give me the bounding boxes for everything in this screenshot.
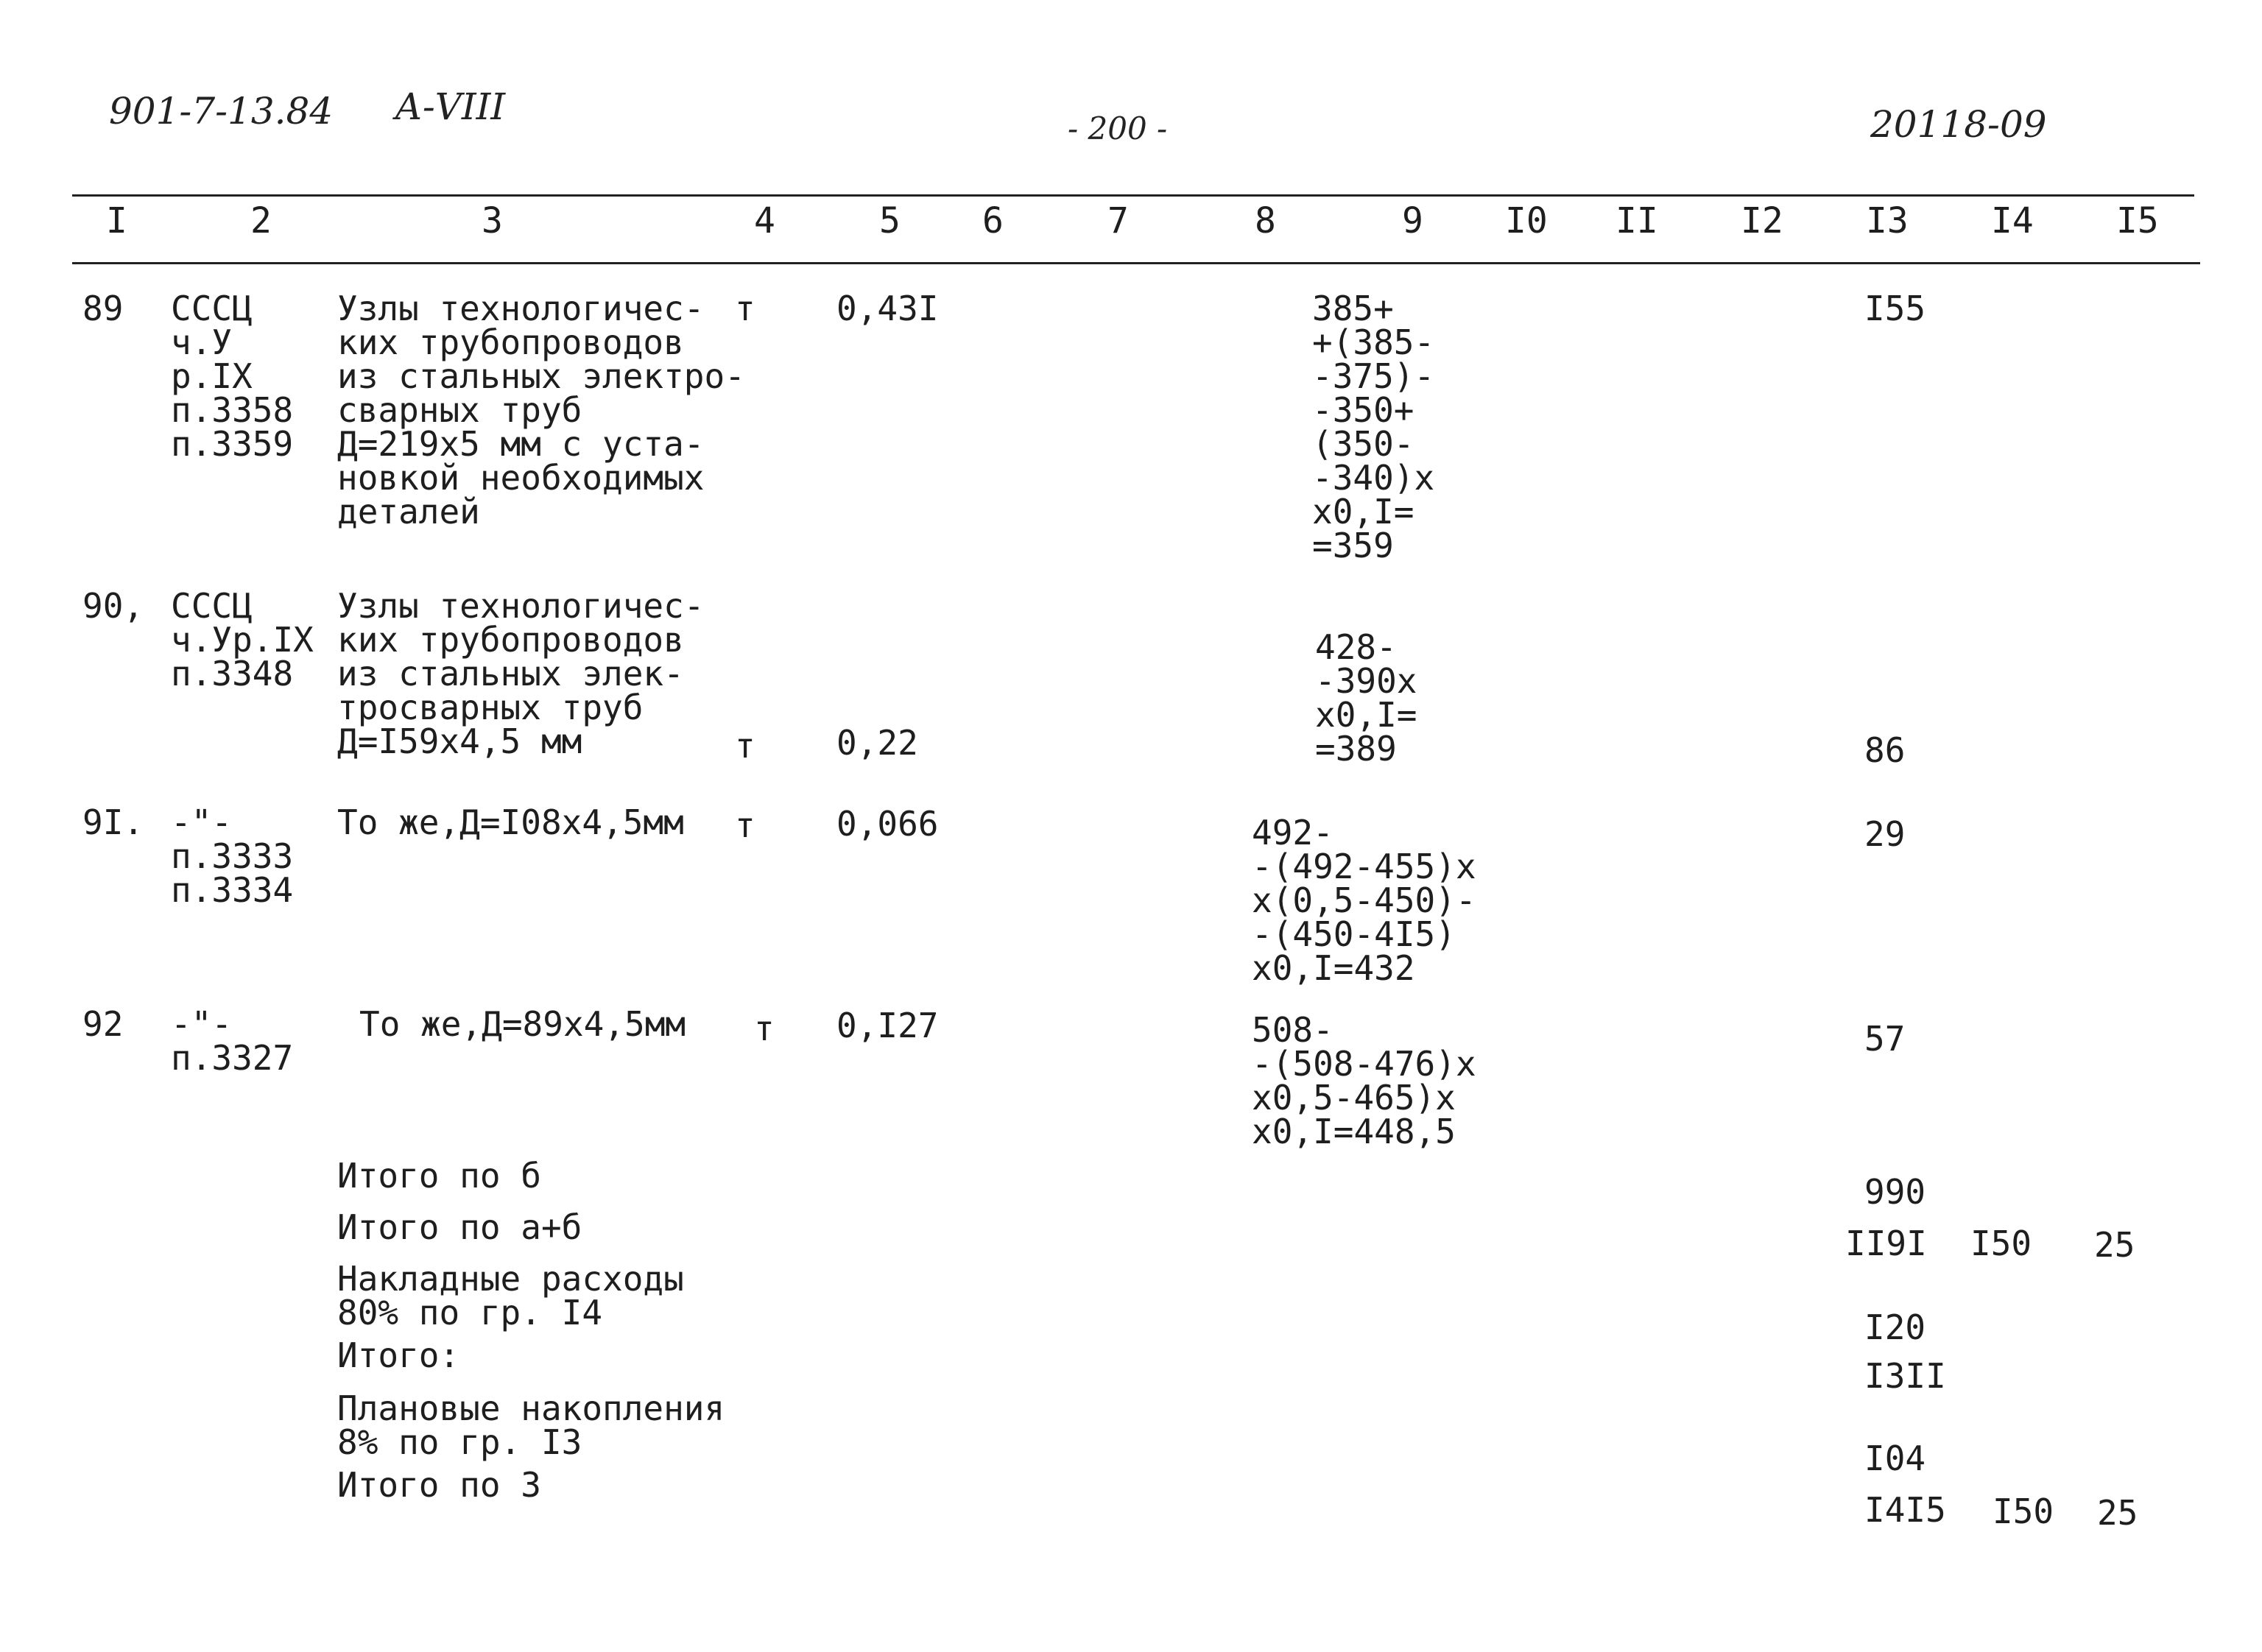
total-b-col13: 990 xyxy=(1864,1172,1926,1212)
row-90-calculation: 428- -390х х0,I= =389 xyxy=(1315,627,1417,769)
row-92-quantity: 0,I27 xyxy=(836,1006,939,1045)
total-ab-col13: II9I xyxy=(1845,1224,1927,1263)
total-ab-col15: 25 xyxy=(2094,1225,2135,1265)
row-89-reference: СССЦ ч.У р.IX п.3358 п.3359 xyxy=(171,289,294,464)
total-3-label: Итого по 3 xyxy=(337,1465,541,1505)
column-header-10: I0 xyxy=(1505,200,1548,241)
column-header-13: I3 xyxy=(1866,200,1909,241)
column-header-6: 6 xyxy=(982,200,1004,241)
planned-savings-label: Плановые накопления 8% по гр. I3 xyxy=(337,1388,725,1462)
total-b-label: Итого по б xyxy=(337,1156,541,1196)
total-3-col14: I50 xyxy=(1993,1492,2054,1531)
overhead-col13: I20 xyxy=(1864,1307,1926,1347)
row-90-quantity: 0,22 xyxy=(836,723,918,763)
row-92-reference: -"- п.3327 xyxy=(171,1004,294,1078)
row-90-number: 90, xyxy=(82,586,144,626)
column-header-1: I xyxy=(106,200,127,241)
row-90-reference: СССЦ ч.Ур.IX п.3348 xyxy=(171,586,314,693)
row-92-number: 92 xyxy=(82,1004,124,1044)
column-header-11: II xyxy=(1616,200,1658,241)
row-91-calculation: 492- -(492-455)х х(0,5-450)- -(450-4I5) х0,I=432 xyxy=(1252,813,1476,988)
total-ab-col14: I50 xyxy=(1970,1224,2032,1263)
row-91-unit: т xyxy=(735,805,755,845)
row-91-description: То же,Д=I08х4,5мм xyxy=(337,802,684,842)
column-header-8: 8 xyxy=(1255,200,1276,241)
row-90-unit: т xyxy=(735,726,755,766)
subtotal-col13: I3II xyxy=(1864,1356,1946,1396)
column-header-15: I5 xyxy=(2116,200,2159,241)
column-header-7: 7 xyxy=(1107,200,1129,241)
row-89-calculation: 385+ +(385- -375)- -350+ (350- -340)х х0,I= =359 xyxy=(1312,289,1435,565)
row-92-description: То же,Д=89х4,5мм xyxy=(359,1004,686,1044)
overhead-label: Накладные расходы 80% по гр. I4 xyxy=(337,1259,684,1332)
row-89-col13: I55 xyxy=(1864,289,1926,328)
row-89-number: 89 xyxy=(82,289,124,328)
planned-savings-col13: I04 xyxy=(1864,1439,1926,1478)
subtotal-label: Итого: xyxy=(337,1335,460,1375)
row-91-quantity: 0,066 xyxy=(836,804,939,844)
column-header-2: 2 xyxy=(250,200,272,241)
row-91-reference: -"- п.3333 п.3334 xyxy=(171,802,294,910)
row-91-number: 9I. xyxy=(82,802,144,842)
page-number: - 200 - xyxy=(1068,110,1168,147)
row-89-description: Узлы технологичес- ких трубопроводов из стальных электро- сварных труб Д=219х5 мм с уста- новкой необходимых деталей xyxy=(337,289,745,532)
column-header-4: 4 xyxy=(754,200,775,241)
row-92-calculation: 508- -(508-476)х х0,5-465)х х0,I=448,5 xyxy=(1252,1010,1476,1151)
row-90-col13: 86 xyxy=(1864,730,1906,770)
row-89-quantity: 0,43I xyxy=(836,289,939,328)
album-number: А-VIII xyxy=(395,85,506,128)
total-3-col15: 25 xyxy=(2097,1493,2138,1533)
table-header-rule xyxy=(72,262,2200,264)
total-ab-label: Итого по а+б xyxy=(337,1207,582,1247)
table-top-rule xyxy=(72,194,2194,197)
document-code: 901-7-13.84 xyxy=(109,90,334,133)
column-header-9: 9 xyxy=(1402,200,1423,241)
row-89-unit: т xyxy=(735,289,755,328)
document-number: 20118-09 xyxy=(1870,103,2047,146)
column-header-5: 5 xyxy=(879,200,901,241)
column-header-3: 3 xyxy=(482,200,503,241)
total-3-col13: I4I5 xyxy=(1864,1490,1946,1530)
row-92-col13: 57 xyxy=(1864,1019,1906,1059)
row-91-col13: 29 xyxy=(1864,814,1906,854)
column-header-12: I2 xyxy=(1741,200,1783,241)
column-header-14: I4 xyxy=(1991,200,2034,241)
row-92-unit: т xyxy=(754,1009,775,1048)
row-90-description: Узлы технологичес- ких трубопроводов из стальных элек- тросварных труб Д=I59х4,5 мм xyxy=(337,586,705,761)
